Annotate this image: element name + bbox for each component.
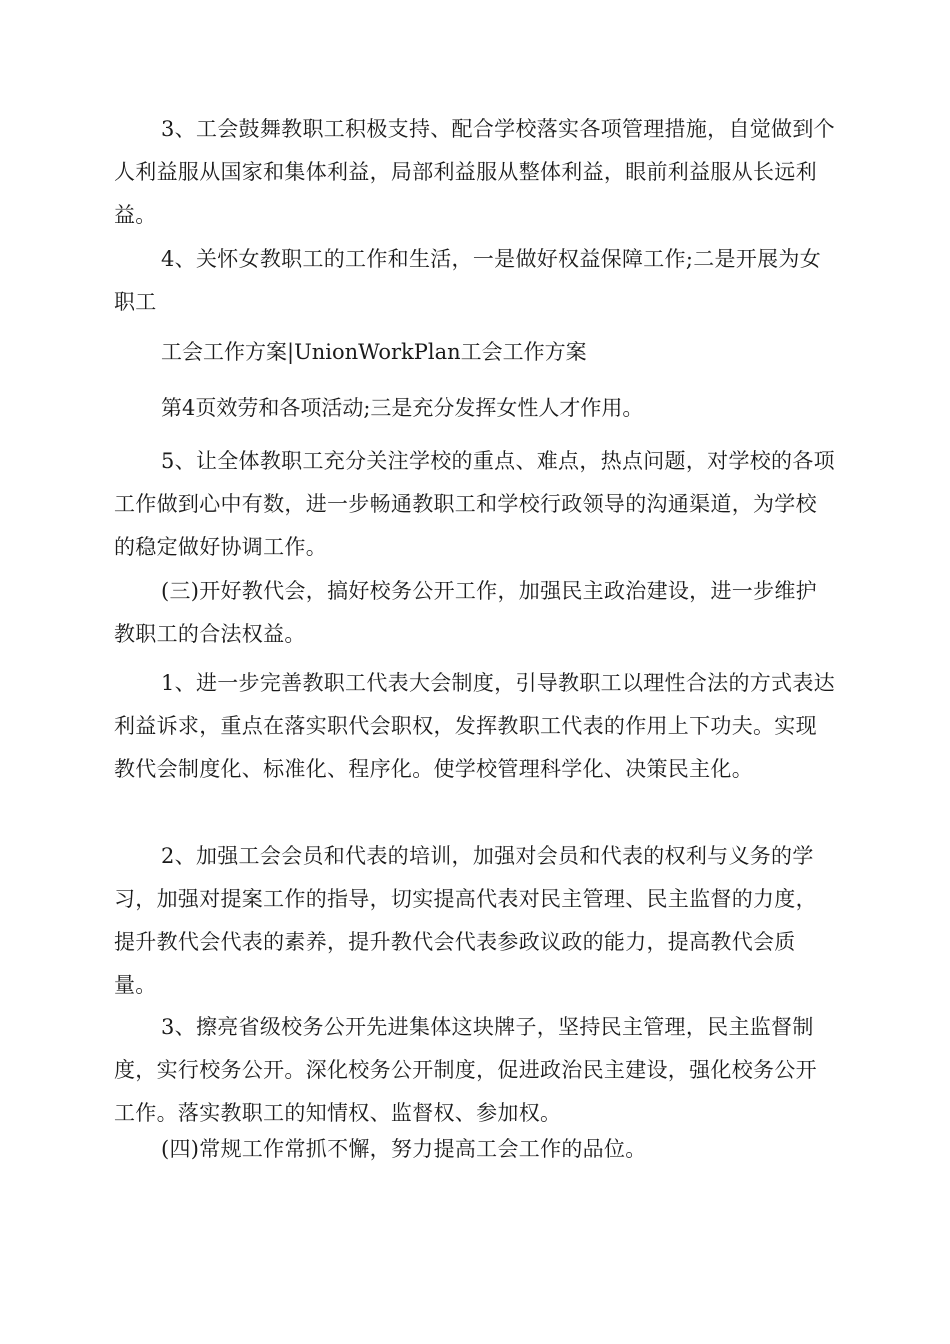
paragraph-2-strengthen-training: 2、加强工会会员和代表的培训，加强对会员和代表的权利与义务的学习，加强对提案工作的指导，切实提高代表对民主管理、民主监督的力度，提升教代会代表的素养，提升教代会代表参政议政的能力，提高教代会质量。	[114, 844, 817, 997]
section-heading-4-routine-work: (四)常规工作常抓不懈，努力提高工会工作的品位。	[161, 1137, 647, 1161]
section-heading-3-teachers-congress: (三)开好教代会，搞好校务公开工作，加强民主政治建设，进一步维护教职工的合法权益。	[114, 579, 817, 646]
paragraph-3-school-affairs-openness: 3、擦亮省级校务公开先进集体这块牌子，坚持民主管理，民主监督制度，实行校务公开。深化校务公开制度，促进政治民主建设，强化校务公开工作。落实教职工的知情权、监督权、参加权。	[114, 1015, 817, 1125]
paragraph-3-union-encourages: 3、工会鼓舞教职工积极支持、配合学校落实各项管理措施，自觉做到个人利益服从国家和集体利益，局部利益服从整体利益，眼前利益服从长远利益。	[114, 117, 835, 227]
paragraph-1-improve-congress-system: 1、进一步完善教职工代表大会制度，引导教职工以理性合法的方式表达利益诉求，重点在落实职代会职权，发挥教职工代表的作用上下功夫。实现教代会制度化、标准化、程序化。使学校管理科学化、决策民主化。	[114, 671, 835, 781]
page-continuation-line: 第4页效劳和各项活动;三是充分发挥女性人才作用。	[161, 396, 644, 420]
paragraph-4-female-staff-care: 4、关怀女教职工的工作和生活，一是做好权益保障工作;二是开展为女职工	[114, 247, 822, 314]
paragraph-5-focus-key-issues: 5、让全体教职工充分关注学校的重点、难点，热点问题，对学校的各项工作做到心中有数，进一步畅通教职工和学校行政领导的沟通渠道，为学校的稳定做好协调工作。	[114, 449, 835, 559]
running-header: 工会工作方案|UnionWorkPlan工会工作方案	[161, 340, 587, 364]
